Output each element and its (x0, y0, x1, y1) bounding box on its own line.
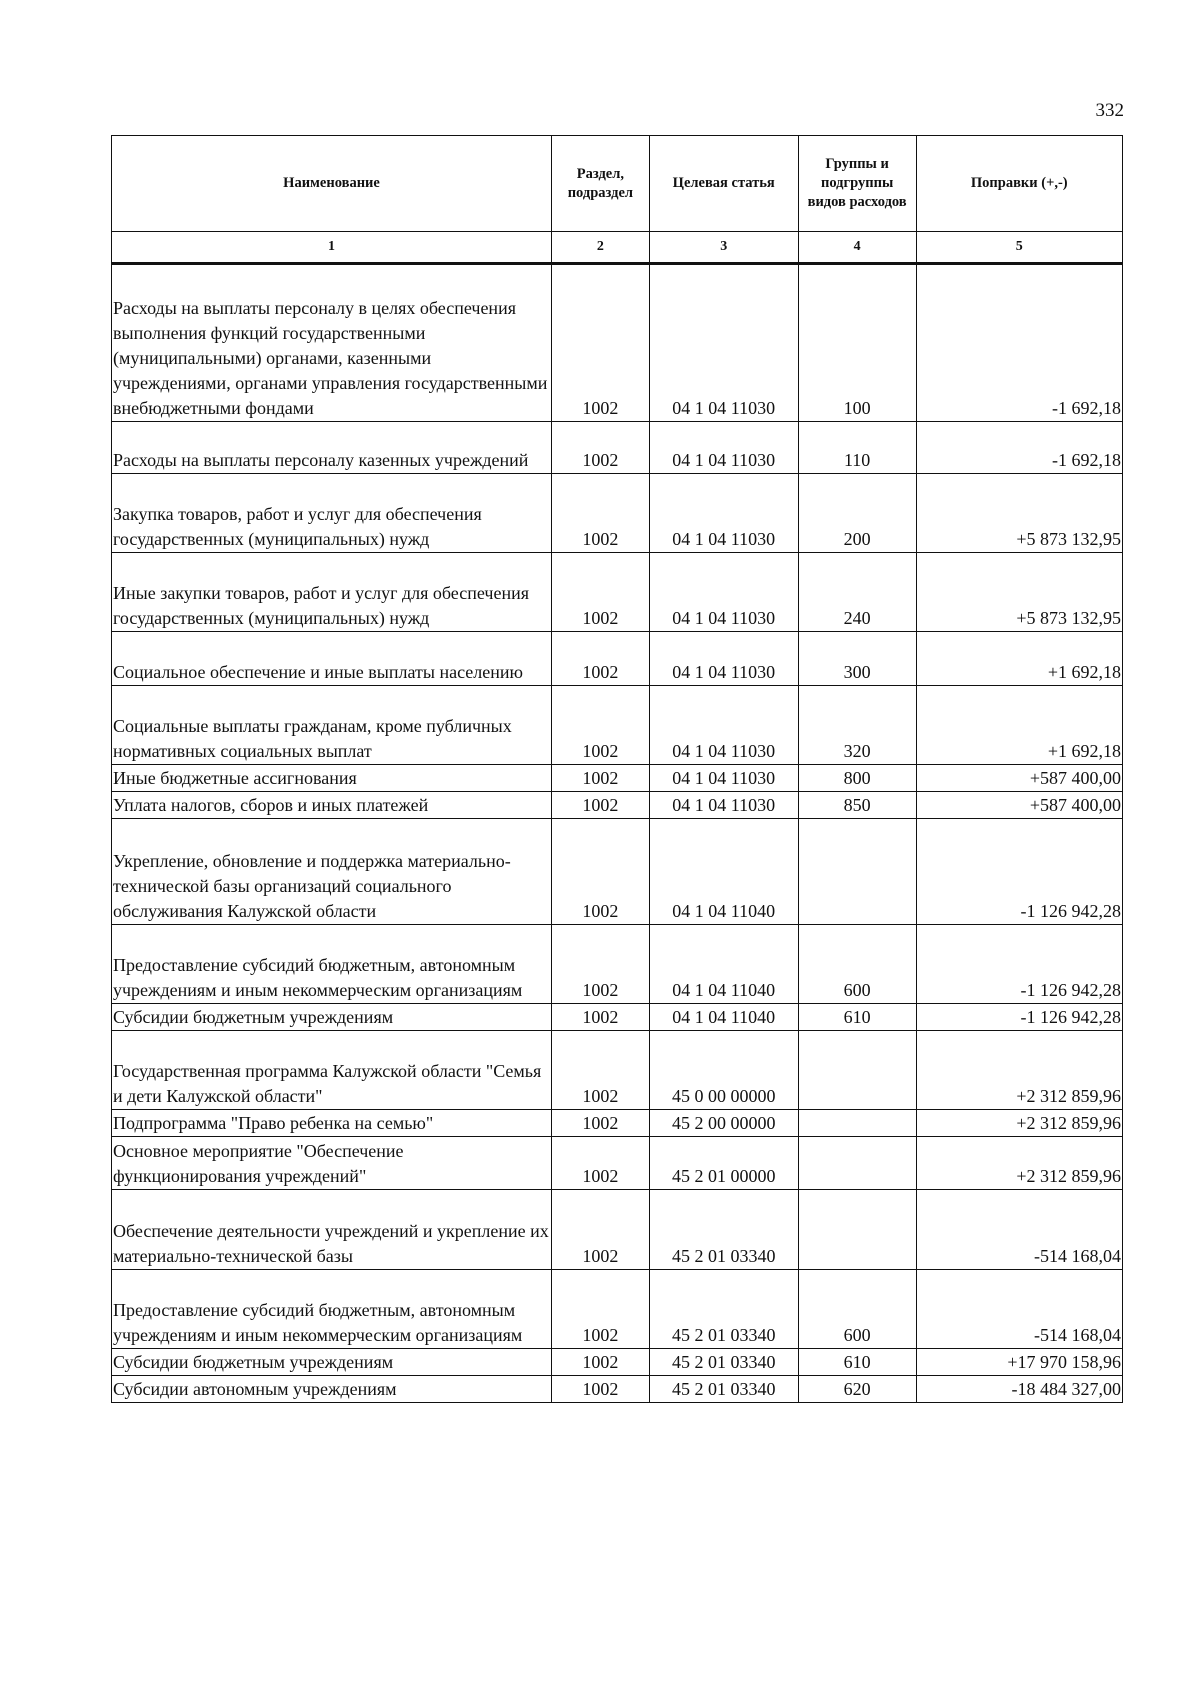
row-article: 04 1 04 11030 (649, 264, 798, 422)
row-amount: -1 126 942,28 (916, 925, 1122, 1004)
header-row (112, 136, 1123, 232)
row-group: 600 (798, 1270, 916, 1349)
row-section: 1002 (552, 765, 650, 792)
row-section: 1002 (552, 1190, 650, 1270)
row-section: 1002 (552, 819, 650, 925)
row-article: 04 1 04 11030 (649, 632, 798, 686)
row-group: 620 (798, 1376, 916, 1403)
row-name: Социальные выплаты гражданам, кроме публичных нормативных социальных выплат (112, 686, 552, 765)
page-number: 332 (1095, 100, 1124, 121)
table-row (112, 1376, 1123, 1403)
row-name: Основное мероприятие "Обеспечение функционирования учреждений" (112, 1137, 552, 1190)
row-name: Уплата налогов, сборов и иных платежей (112, 792, 552, 819)
row-group (798, 1137, 916, 1190)
row-section: 1002 (552, 264, 650, 422)
row-section: 1002 (552, 553, 650, 632)
row-section: 1002 (552, 792, 650, 819)
row-group: 110 (798, 422, 916, 474)
table-row (112, 1031, 1123, 1110)
row-amount: -1 126 942,28 (916, 819, 1122, 925)
row-name: Субсидии бюджетным учреждениям (112, 1004, 552, 1031)
row-name: Укрепление, обновление и поддержка материально-технической базы организаций социального обслуживания Калужской области (112, 819, 552, 925)
table-row (112, 632, 1123, 686)
row-amount: -1 126 942,28 (916, 1004, 1122, 1031)
row-name: Субсидии автономным учреждениям (112, 1376, 552, 1403)
budget-table (111, 135, 1123, 1403)
table-row (112, 474, 1123, 553)
row-name: Расходы на выплаты персоналу казенных учреждений (112, 422, 552, 474)
row-amount: +2 312 859,96 (916, 1110, 1122, 1137)
row-article: 04 1 04 11030 (649, 422, 798, 474)
row-amount: +5 873 132,95 (916, 474, 1122, 553)
table-row (112, 1270, 1123, 1349)
table-row (112, 1110, 1123, 1137)
row-name: Обеспечение деятельности учреждений и укрепление их материально-технической базы (112, 1190, 552, 1270)
row-section: 1002 (552, 1137, 650, 1190)
row-section: 1002 (552, 925, 650, 1004)
row-amount: -514 168,04 (916, 1190, 1122, 1270)
table-row (112, 819, 1123, 925)
row-section: 1002 (552, 1110, 650, 1137)
row-section: 1002 (552, 1004, 650, 1031)
table-row (112, 686, 1123, 765)
row-article: 04 1 04 11030 (649, 792, 798, 819)
column-number: 5 (916, 232, 1122, 264)
row-name: Иные бюджетные ассигнования (112, 765, 552, 792)
row-article: 04 1 04 11030 (649, 474, 798, 553)
row-article: 04 1 04 11030 (649, 553, 798, 632)
table-row (112, 1349, 1123, 1376)
row-amount: +2 312 859,96 (916, 1137, 1122, 1190)
row-name: Закупка товаров, работ и услуг для обеспечения государственных (муниципальных) нужд (112, 474, 552, 553)
row-article: 04 1 04 11030 (649, 686, 798, 765)
row-amount: -18 484 327,00 (916, 1376, 1122, 1403)
table-row (112, 264, 1123, 422)
row-group: 800 (798, 765, 916, 792)
row-group: 610 (798, 1004, 916, 1031)
header-amount: Поправки (+,-) (916, 136, 1122, 232)
row-group: 600 (798, 925, 916, 1004)
row-group (798, 1190, 916, 1270)
table-row (112, 1004, 1123, 1031)
row-amount: -514 168,04 (916, 1270, 1122, 1349)
row-group: 100 (798, 264, 916, 422)
row-section: 1002 (552, 1349, 650, 1376)
row-article: 45 0 00 00000 (649, 1031, 798, 1110)
row-group (798, 1031, 916, 1110)
row-group: 240 (798, 553, 916, 632)
row-group (798, 819, 916, 925)
row-article: 45 2 01 03340 (649, 1376, 798, 1403)
row-name: Расходы на выплаты персоналу в целях обеспечения выполнения функций государственными (муниципальными) органами, казенными учреждениями, органами управления государственными внебюджетными фондами (112, 264, 552, 422)
table-row (112, 1137, 1123, 1190)
row-article: 45 2 01 03340 (649, 1270, 798, 1349)
row-section: 1002 (552, 632, 650, 686)
row-amount: -1 692,18 (916, 264, 1122, 422)
row-amount: +587 400,00 (916, 792, 1122, 819)
row-group: 610 (798, 1349, 916, 1376)
row-name: Предоставление субсидий бюджетным, автономным учреждениям и иным некоммерческим организациям (112, 1270, 552, 1349)
header-group: Группы и подгруппы видов расходов (798, 136, 916, 232)
row-section: 1002 (552, 1376, 650, 1403)
row-section: 1002 (552, 474, 650, 553)
row-article: 45 2 01 03340 (649, 1190, 798, 1270)
table-row (112, 925, 1123, 1004)
column-number: 2 (552, 232, 650, 264)
row-section: 1002 (552, 686, 650, 765)
row-section: 1002 (552, 1270, 650, 1349)
row-name: Социальное обеспечение и иные выплаты населению (112, 632, 552, 686)
header-section: Раздел, подраздел (552, 136, 650, 232)
column-number-row (112, 232, 1123, 264)
header-name: Наименование (112, 136, 552, 232)
row-name: Государственная программа Калужской области "Семья и дети Калужской области" (112, 1031, 552, 1110)
table-row (112, 553, 1123, 632)
row-group (798, 1110, 916, 1137)
row-amount: +2 312 859,96 (916, 1031, 1122, 1110)
column-number: 1 (112, 232, 552, 264)
row-article: 04 1 04 11040 (649, 819, 798, 925)
row-amount: +5 873 132,95 (916, 553, 1122, 632)
row-amount: +17 970 158,96 (916, 1349, 1122, 1376)
row-name: Подпрограмма "Право ребенка на семью" (112, 1110, 552, 1137)
row-group: 320 (798, 686, 916, 765)
row-amount: +1 692,18 (916, 686, 1122, 765)
row-amount: +1 692,18 (916, 632, 1122, 686)
table-row (112, 422, 1123, 474)
row-group: 200 (798, 474, 916, 553)
row-article: 04 1 04 11030 (649, 765, 798, 792)
header-article: Целевая статья (649, 136, 798, 232)
table-row (112, 765, 1123, 792)
row-name: Субсидии бюджетным учреждениям (112, 1349, 552, 1376)
row-article: 45 2 01 00000 (649, 1137, 798, 1190)
column-number: 4 (798, 232, 916, 264)
row-section: 1002 (552, 1031, 650, 1110)
row-name: Предоставление субсидий бюджетным, автономным учреждениям и иным некоммерческим организациям (112, 925, 552, 1004)
row-section: 1002 (552, 422, 650, 474)
row-article: 45 2 01 03340 (649, 1349, 798, 1376)
row-name: Иные закупки товаров, работ и услуг для обеспечения государственных (муниципальных) нужд (112, 553, 552, 632)
row-group: 850 (798, 792, 916, 819)
row-article: 04 1 04 11040 (649, 925, 798, 1004)
table-row (112, 792, 1123, 819)
table-row (112, 1190, 1123, 1270)
row-article: 04 1 04 11040 (649, 1004, 798, 1031)
row-amount: +587 400,00 (916, 765, 1122, 792)
row-group: 300 (798, 632, 916, 686)
row-amount: -1 692,18 (916, 422, 1122, 474)
column-number: 3 (649, 232, 798, 264)
row-article: 45 2 00 00000 (649, 1110, 798, 1137)
